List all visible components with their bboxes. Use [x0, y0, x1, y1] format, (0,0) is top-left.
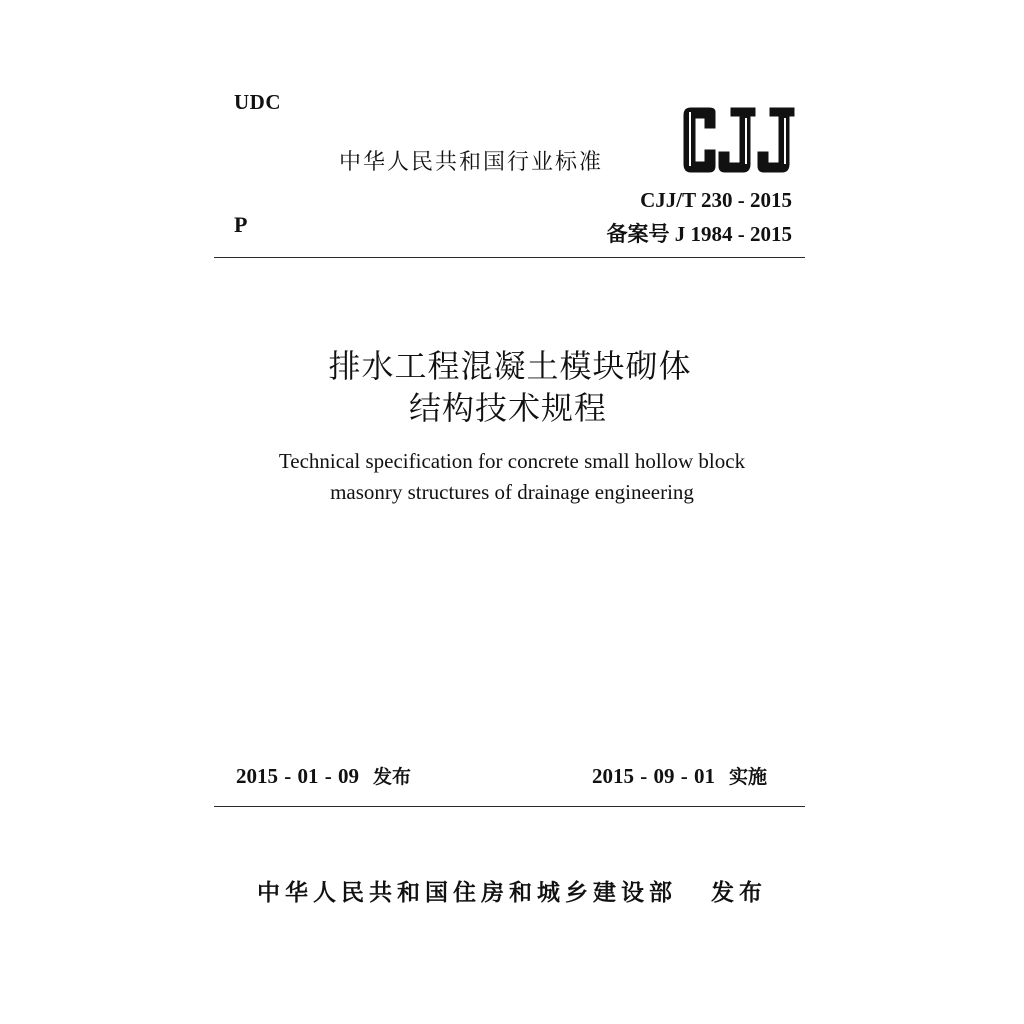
title-cn-line2: 结构技术规程 — [408, 389, 607, 427]
cjj-logo — [681, 106, 797, 176]
standard-series-title: 中华人民共和国行业标准 — [339, 150, 604, 175]
title-en-line1: Technical specification for concrete small hollow block — [278, 449, 746, 473]
issue-label: 发布 — [373, 766, 412, 788]
category-label: P — [234, 212, 248, 237]
standard-code: CJJ/T 230 - 2015 — [640, 188, 792, 212]
title-en-line2: masonry structures of drainage engineering — [330, 480, 694, 504]
udc-label: UDC — [234, 90, 281, 114]
implement-date-block — [592, 762, 767, 789]
implement-label: 实施 — [729, 766, 768, 788]
bottom-divider — [214, 806, 805, 807]
record-number: 备案号 J 1984 - 2015 — [606, 222, 792, 246]
publisher-action: 发布 — [711, 880, 767, 906]
publisher-name: 中华人民共和国住房和城乡建设部 — [257, 880, 677, 906]
implement-date: 2015 - 09 - 01 — [592, 764, 715, 788]
top-divider — [214, 257, 805, 258]
issue-date: 2015 - 01 - 09 — [236, 764, 359, 788]
publisher-line — [257, 874, 767, 907]
title-cn-line1: 排水工程混凝土模块砌体 — [328, 347, 692, 385]
issue-date-block — [236, 762, 411, 789]
